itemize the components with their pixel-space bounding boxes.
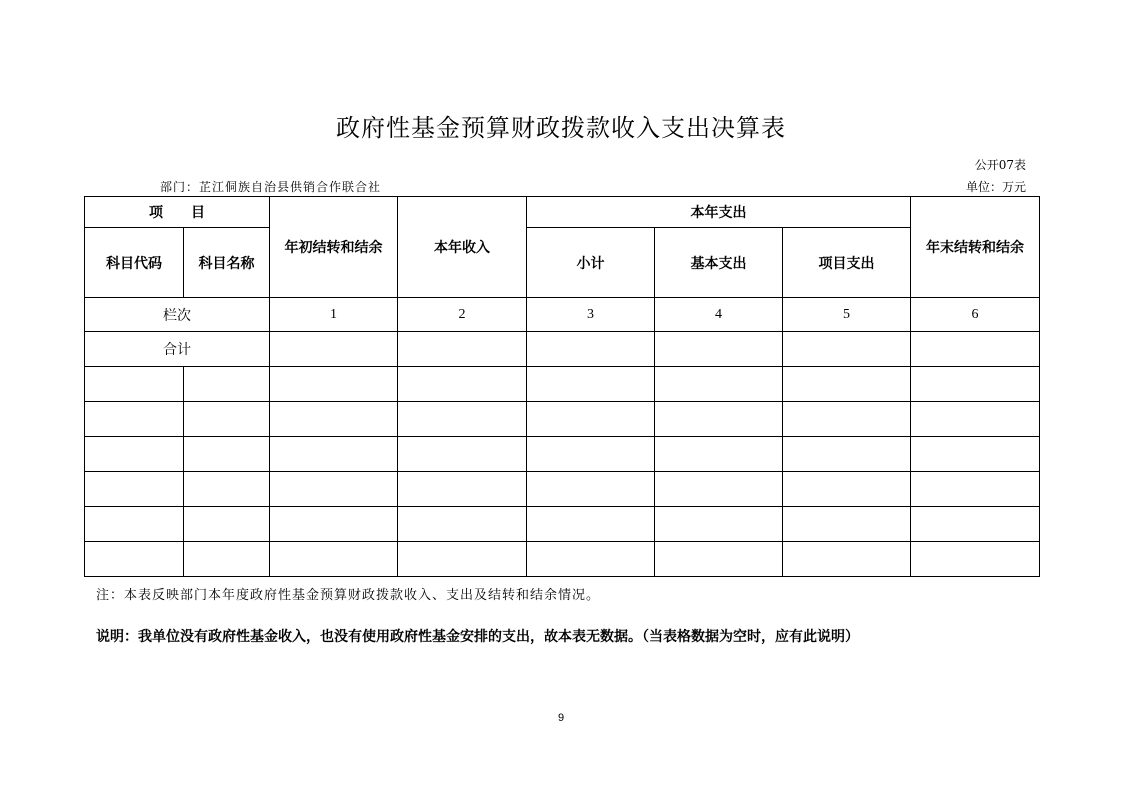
header-closing-balance: 年末结转和结余: [911, 197, 1040, 298]
unit-label: 单位：万元: [965, 180, 1026, 194]
table-cell: [85, 542, 184, 577]
table-cell: [270, 367, 398, 402]
column-number: 3: [527, 298, 655, 332]
table-cell: [270, 402, 398, 437]
total-row: [85, 332, 1040, 367]
table-cell: [527, 332, 655, 367]
table-cell: [398, 402, 527, 437]
table-cell: [911, 402, 1040, 437]
header-basic-expense: 基本支出: [655, 228, 783, 298]
table-cell: [270, 332, 398, 367]
table-cell: [783, 507, 911, 542]
table-cell: [911, 472, 1040, 507]
table-cell: [398, 507, 527, 542]
table-cell: [398, 332, 527, 367]
header-subtotal: 小计: [527, 228, 655, 298]
table-cell: [184, 402, 270, 437]
table-cell: [184, 507, 270, 542]
table-cell: [527, 437, 655, 472]
table-cell: [655, 472, 783, 507]
table-note: 注：本表反映部门本年度政府性基金预算财政拨款收入、支出及结转和结余情况。: [96, 588, 601, 603]
row-index-label: 栏次: [85, 298, 270, 332]
header-subject-name: 科目名称: [184, 228, 270, 298]
table-row: [85, 472, 1040, 507]
table-cell: [911, 507, 1040, 542]
column-number: 2: [398, 298, 527, 332]
column-number: 1: [270, 298, 398, 332]
table-cell: [527, 472, 655, 507]
table-cell: [783, 332, 911, 367]
column-number: 4: [655, 298, 783, 332]
table-cell: [85, 402, 184, 437]
table-cell: [655, 542, 783, 577]
table-cell: [911, 542, 1040, 577]
table-cell: [85, 507, 184, 542]
table-cell: [911, 332, 1040, 367]
form-number: 公开07表: [974, 158, 1026, 172]
header-opening-balance: 年初结转和结余: [270, 197, 398, 298]
total-label: 合计: [85, 332, 270, 367]
header-item: 项 目: [85, 197, 270, 228]
table-row: [85, 402, 1040, 437]
table-cell: [655, 507, 783, 542]
column-number: 5: [783, 298, 911, 332]
table-cell: [783, 542, 911, 577]
row-index: [85, 298, 1040, 332]
header-project-expense: 项目支出: [783, 228, 911, 298]
table-cell: [184, 542, 270, 577]
table-cell: [184, 472, 270, 507]
table-cell: [184, 437, 270, 472]
table-cell: [398, 437, 527, 472]
table-cell: [398, 472, 527, 507]
table-cell: [655, 437, 783, 472]
table-cell: [270, 542, 398, 577]
table-cell: [398, 367, 527, 402]
department-label: 部门：芷江侗族自治县供销合作联合社: [160, 180, 382, 194]
table-cell: [398, 542, 527, 577]
header-current-expense: 本年支出: [527, 197, 911, 228]
table-cell: [270, 472, 398, 507]
table-cell: [783, 367, 911, 402]
table-cell: [911, 367, 1040, 402]
table-row: [85, 542, 1040, 577]
header-subject-code: 科目代码: [85, 228, 184, 298]
header-current-income: 本年收入: [398, 197, 527, 298]
table-row: [85, 437, 1040, 472]
table-cell: [783, 402, 911, 437]
table-cell: [527, 507, 655, 542]
table-cell: [270, 437, 398, 472]
table-cell: [783, 437, 911, 472]
table-cell: [85, 367, 184, 402]
table-cell: [527, 542, 655, 577]
fund-table: [84, 196, 1040, 577]
table-row: [85, 367, 1040, 402]
table-cell: [783, 472, 911, 507]
page-number: 9: [557, 712, 565, 724]
page-title: 政府性基金预算财政拨款收入支出决算表: [336, 114, 786, 142]
table-cell: [655, 402, 783, 437]
table-cell: [911, 437, 1040, 472]
table-cell: [655, 367, 783, 402]
table-cell: [527, 402, 655, 437]
column-number: 6: [911, 298, 1040, 332]
table-row: [85, 507, 1040, 542]
explanation-text: 说明：我单位没有政府性基金收入，也没有使用政府性基金安排的支出，故本表无数据。（当表格数据为空时，应有此说明）: [96, 629, 859, 645]
table-cell: [184, 367, 270, 402]
table-cell: [655, 332, 783, 367]
table-cell: [270, 507, 398, 542]
table-cell: [527, 367, 655, 402]
table-cell: [85, 472, 184, 507]
table-cell: [85, 437, 184, 472]
